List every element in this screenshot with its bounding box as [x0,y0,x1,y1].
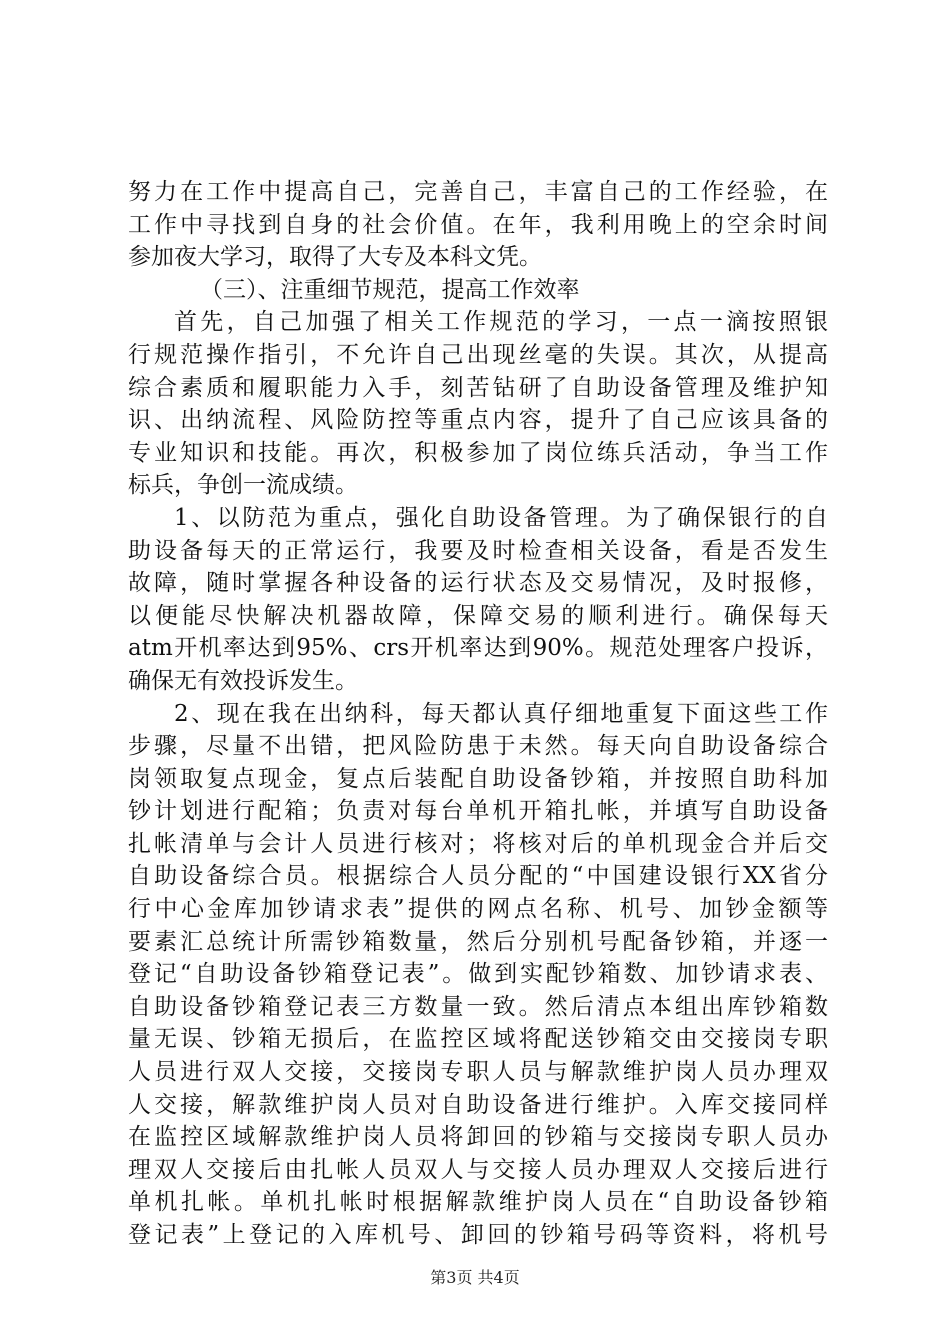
text-line: 参加夜大学习，取得了大专及本科文凭。 [128,244,542,271]
text-line: 标兵，争创一流成绩。 [128,472,358,499]
text-line: 登记“自助设备钞箱登记表”。做到实配钞箱数、加钞请求表、 [128,961,828,988]
text-line: 首先，自己加强了相关工作规范的学习，一点一滴按照银 [174,309,828,336]
text-line: 工作中寻找到自身的社会价值。在年，我利用晚上的空余时间 [128,211,828,238]
text-line: 以便能尽快解决机器故障，保障交易的顺利进行。确保每天 [128,602,828,629]
page-footer: 第3页 共4页 [430,1268,520,1287]
document-body [128,176,828,1252]
text-line: 要素汇总统计所需钞箱数量，然后分别机号配备钞箱，并逐一 [128,928,828,955]
text-line: 登记表”上登记的入库机号、卸回的钞箱号码等资料，将机号 [128,1222,828,1248]
text-line: 综合素质和履职能力入手，刻苦钻研了自助设备管理及维护知 [128,374,828,401]
text-line: 量无误、钞箱无损后，在监控区域将配送钞箱交由交接岗专职 [128,1026,828,1053]
text-line: 人员进行双人交接，交接岗专职人员与解款维护岗人员办理双 [128,1059,828,1086]
text-line: 自助设备钞箱登记表三方数量一致。然后清点本组出库钞箱数 [128,993,828,1020]
text-line: 理双人交接后由扎帐人员双人与交接人员办理双人交接后进行 [128,1156,828,1183]
text-line: 专业知识和技能。再次，积极参加了岗位练兵活动，争当工作 [128,439,828,466]
text-line: 努力在工作中提高自己，完善自己，丰富自己的工作经验，在 [128,179,828,205]
text-line: 人交接，解款维护岗人员对自助设备进行维护。入库交接同样 [128,1091,828,1118]
text-line: 单机扎帐。单机扎帐时根据解款维护岗人员在“自助设备钞箱 [128,1189,828,1216]
text-line: 扎帐清单与会计人员进行核对；将核对后的单机现金合并后交 [128,830,828,857]
text-line: 助设备每天的正常运行，我要及时检查相关设备，看是否发生 [128,537,828,564]
text-line: 在监控区域解款维护岗人员将卸回的钞箱与交接岗专职人员办 [128,1124,828,1151]
text-line: 故障，随时掌握各种设备的运行状态及交易情况，及时报修， [128,570,828,597]
text-line: atm开机率达到95%、crs开机率达到90%。规范处理客户投诉， [128,635,828,662]
text-line: 步骤，尽量不出错，把风险防患于未然。每天向自助设备综合 [128,733,828,760]
text-line: 行中心金库加钞请求表”提供的网点名称、机号、加钞金额等 [128,896,828,923]
text-line: 识、出纳流程、风险防控等重点内容，提升了自己应该具备的 [128,407,828,434]
text-line: 岗领取复点现金，复点后装配自助设备钞箱，并按照自助科加 [128,765,828,792]
text-line: 2、现在我在出纳科，每天都认真仔细地重复下面这些工作 [174,700,828,727]
section-heading: （三）、注重细节规范，提高工作效率 [200,276,580,303]
text-line: 自助设备综合员。根据综合人员分配的“中国建设银行XX省分 [128,863,828,890]
text-line: 钞计划进行配箱；负责对每台单机开箱扎帐，并填写自助设备 [128,798,828,825]
text-line: 1、以防范为重点，强化自助设备管理。为了确保银行的自 [174,504,828,531]
text-line: 行规范操作指引，不允许自己出现丝毫的失误。其次，从提高 [128,341,828,368]
text-line: 确保无有效投诉发生。 [128,667,358,694]
